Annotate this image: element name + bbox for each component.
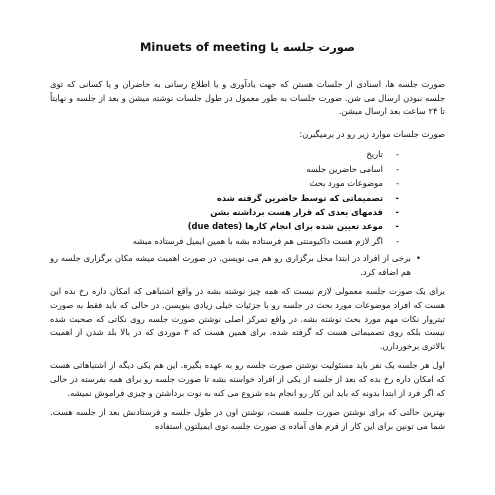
bullet-note-text: برخی از افراد در ابتدا محل برگزاری رو هم می نویسن. در صورت اهمیت میشه مکان برگزاری جلسه رو هم اضافه کرد. bbox=[50, 253, 411, 277]
list-item: - تاریخ bbox=[50, 147, 383, 161]
bullet-dot-icon: • bbox=[416, 253, 421, 264]
body-paragraph: برای یک صورت جلسه معمولی لازم نیست که همه چیز نوشته بشه در واقع اشتباهی که امکان داره رخ بده این هست که افراد موضوعات مورد بحث در جلسه رو با جزئیات خیلی زیادی بنویسن. در حالی که باید فقط به صورت تیتروار نکات مهم مورد بحث نوشته بشه. در واقع تمرکز اصلی نوشتن صورت جلسه روی نکاتی که صحبت شده نیست بلکه روی تصمیماتی هست که گرفته شده. برای همین هست که ۳ موردی که در بالا بلد شدن از اهمیت بالاتری برخوردارن. bbox=[50, 286, 445, 351]
list-item: - موعد تعیین شده برای انجام کارها (due dates) bbox=[50, 219, 383, 233]
list-item: - تصمیماتی که توسط حاضرین گرفته شده bbox=[50, 191, 383, 205]
page-title: صورت جلسه یا Minuets of meeting bbox=[139, 40, 356, 54]
list-item: - موضوعات مورد بحث bbox=[50, 176, 383, 190]
list-heading: صورت جلسات موارد زیر رو در برمیگیرن: bbox=[299, 128, 445, 139]
list-item: - اسامی حاضرین جلسه bbox=[50, 162, 383, 176]
list-item: - قدمهای بعدی که قرار هست برداشته بشن bbox=[50, 205, 383, 219]
minutes-contents-list bbox=[50, 147, 445, 248]
body-paragraph: اول هر جلسه یک نفر باید مسئولیت نوشتن صورت جلسه رو به عهده بگیره. این هم یکی دیگه از اشتباهاتی هست که امکان داره رخ بده که بعد از جلسه از یکی از افراد خواسته بشه تا صورت جلسه رو برای همه بفرسته در حالی که اگر فرد از ابتدا بدونه که باید این کار رو انجام بده شروع می کنه به نوت برداشتن و چیزی فراموش نمیشه. bbox=[50, 360, 445, 398]
bullet-note bbox=[50, 252, 445, 279]
intro-paragraph: صورت جلسه ها، اسنادی از جلسات هستن که جهت یادآوری و یا اطلاع رسانی به حاضران و یا کسانی که توی جلسه نبودن ارسال می شن. صورت جلسات به طور معمول در طول جلسات نوشته میشن و بعد از جلسه و نهایتاً تا ۲۴ ساعت بعد ارسال میشن. bbox=[50, 79, 445, 117]
body-paragraph: بهترین حالتی که برای نوشتن صورت جلسه هست، نوشتن اون در طول جلسه و فرستادنش بعد از جلسه هست. شما می تونین برای این کار از فرم های آماده ی صورت جلسه توی ایمیلتون استفاده bbox=[50, 407, 445, 431]
list-item: - اگر لازم هست داکیومنتی هم فرستاده بشه با همین ایمیل فرستاده میشه bbox=[50, 234, 383, 248]
